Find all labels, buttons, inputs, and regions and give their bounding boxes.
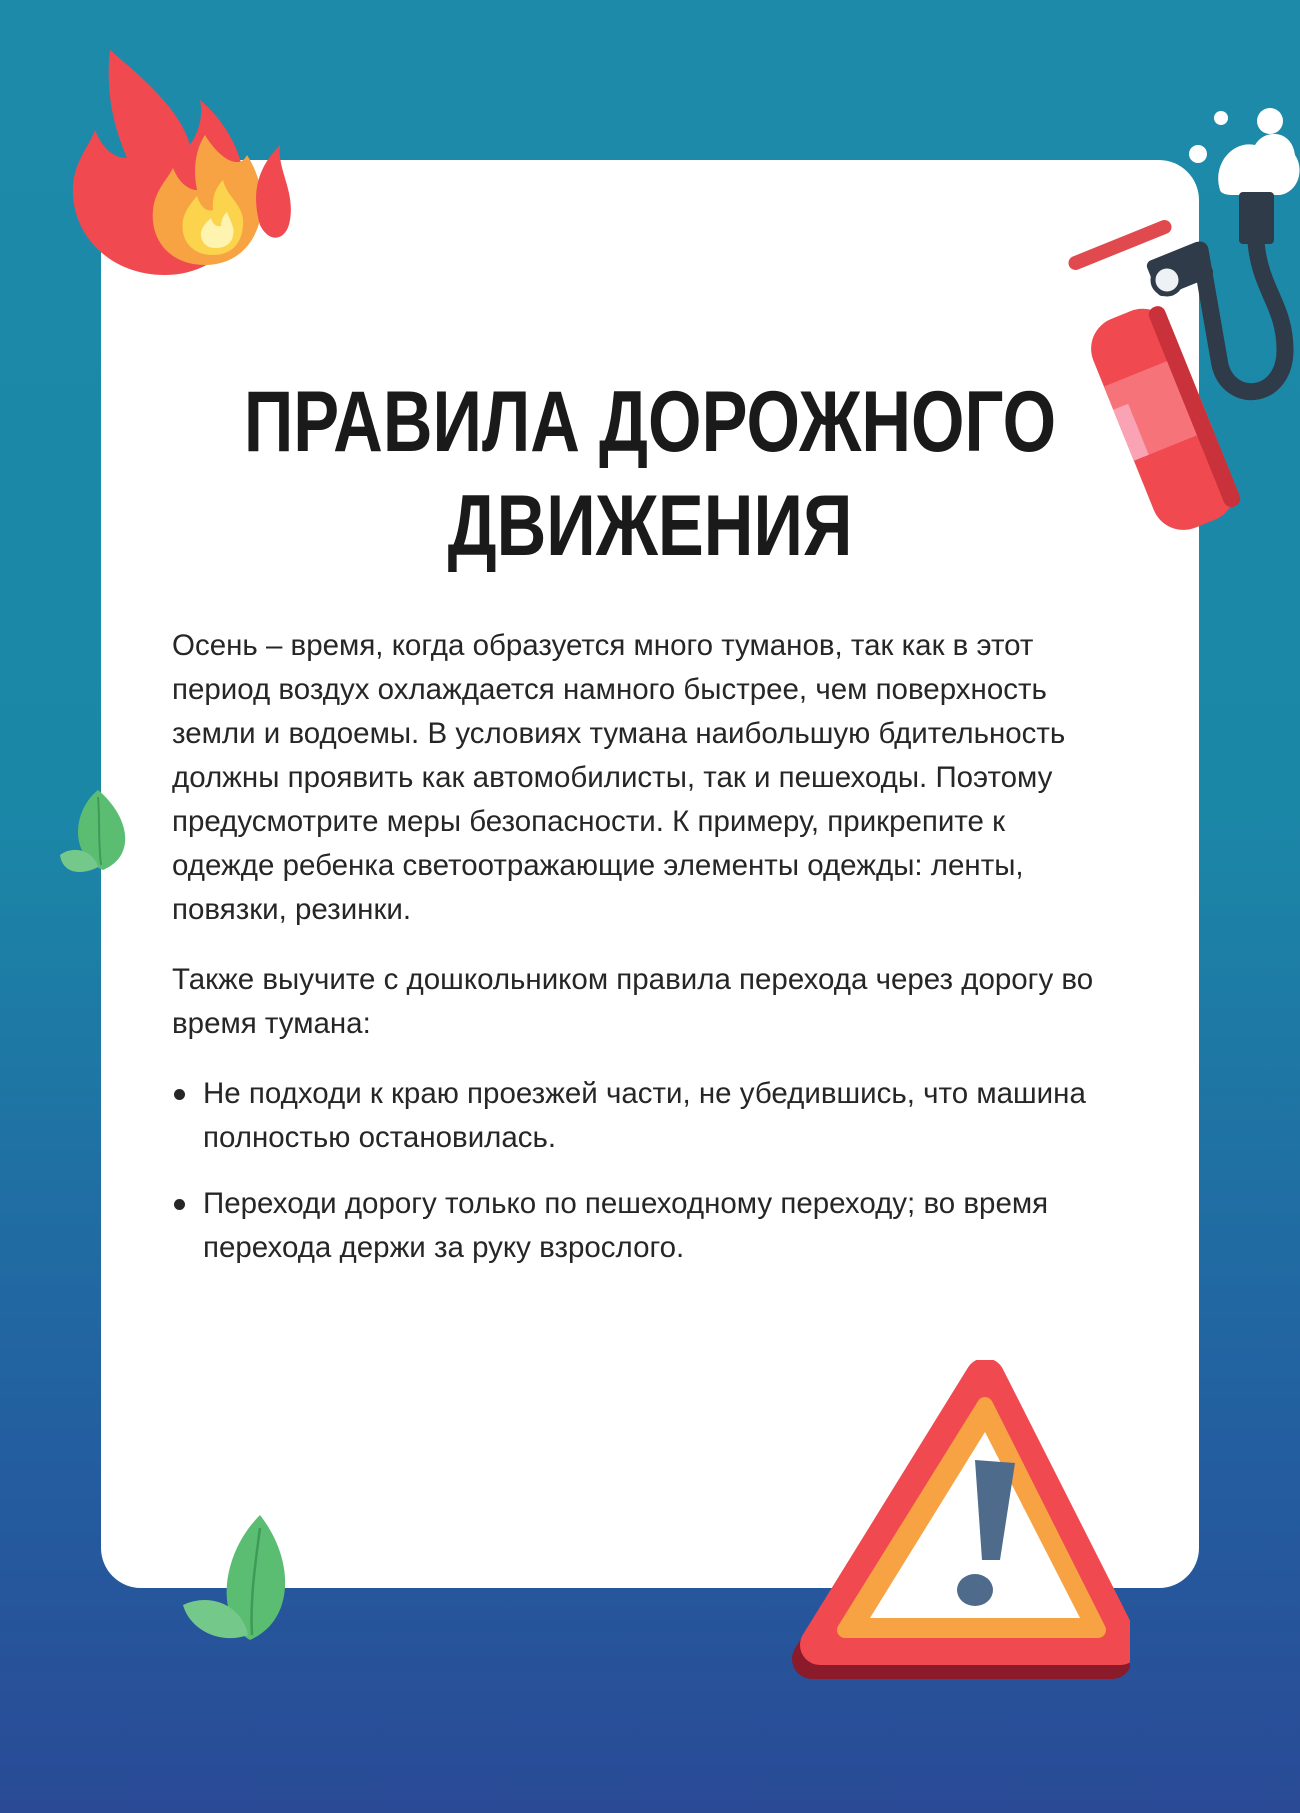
list-item-text: Не подходи к краю проезжей части, не убедившись, что машина полностью остановилась. [203,1077,1086,1154]
list-item-text: Переходи дорогу только по пешеходному переходу; во время перехода держи за руку взрослого. [203,1187,1049,1264]
fire-icon [55,50,295,280]
bullet-icon [174,1089,185,1100]
paragraph: Также выучите с дошкольником правила перехода через дорогу во время тумана: [172,963,1094,1040]
leaf-icon [180,1510,290,1645]
warning-sign-icon [790,1360,1130,1690]
page-title [211,370,1089,578]
body-text [172,624,1102,1292]
leaf-icon [58,785,138,875]
list-item [172,1182,1102,1270]
title-line: ПРАВИЛА ДОРОЖНОГО [243,374,1057,470]
bullet-icon [174,1199,185,1210]
list-item [172,1072,1102,1160]
paragraph: Осень – время, когда образуется много туманов, так как в этот период воздух охлаждается намного быстрее, чем поверхность земли и водоемы. В условиях тумана наибольшую бдительность должны проявить как автомобилисты, так и пешеходы. Поэтому предусмотрите меры безопасности. К примеру, прикрепите к одежде ребенка светоотражающие элементы одежды: ленты, повязки, резинки. [172,629,1066,926]
bullet-list [172,1072,1102,1270]
title-line: ДВИЖЕНИЯ [447,478,853,574]
